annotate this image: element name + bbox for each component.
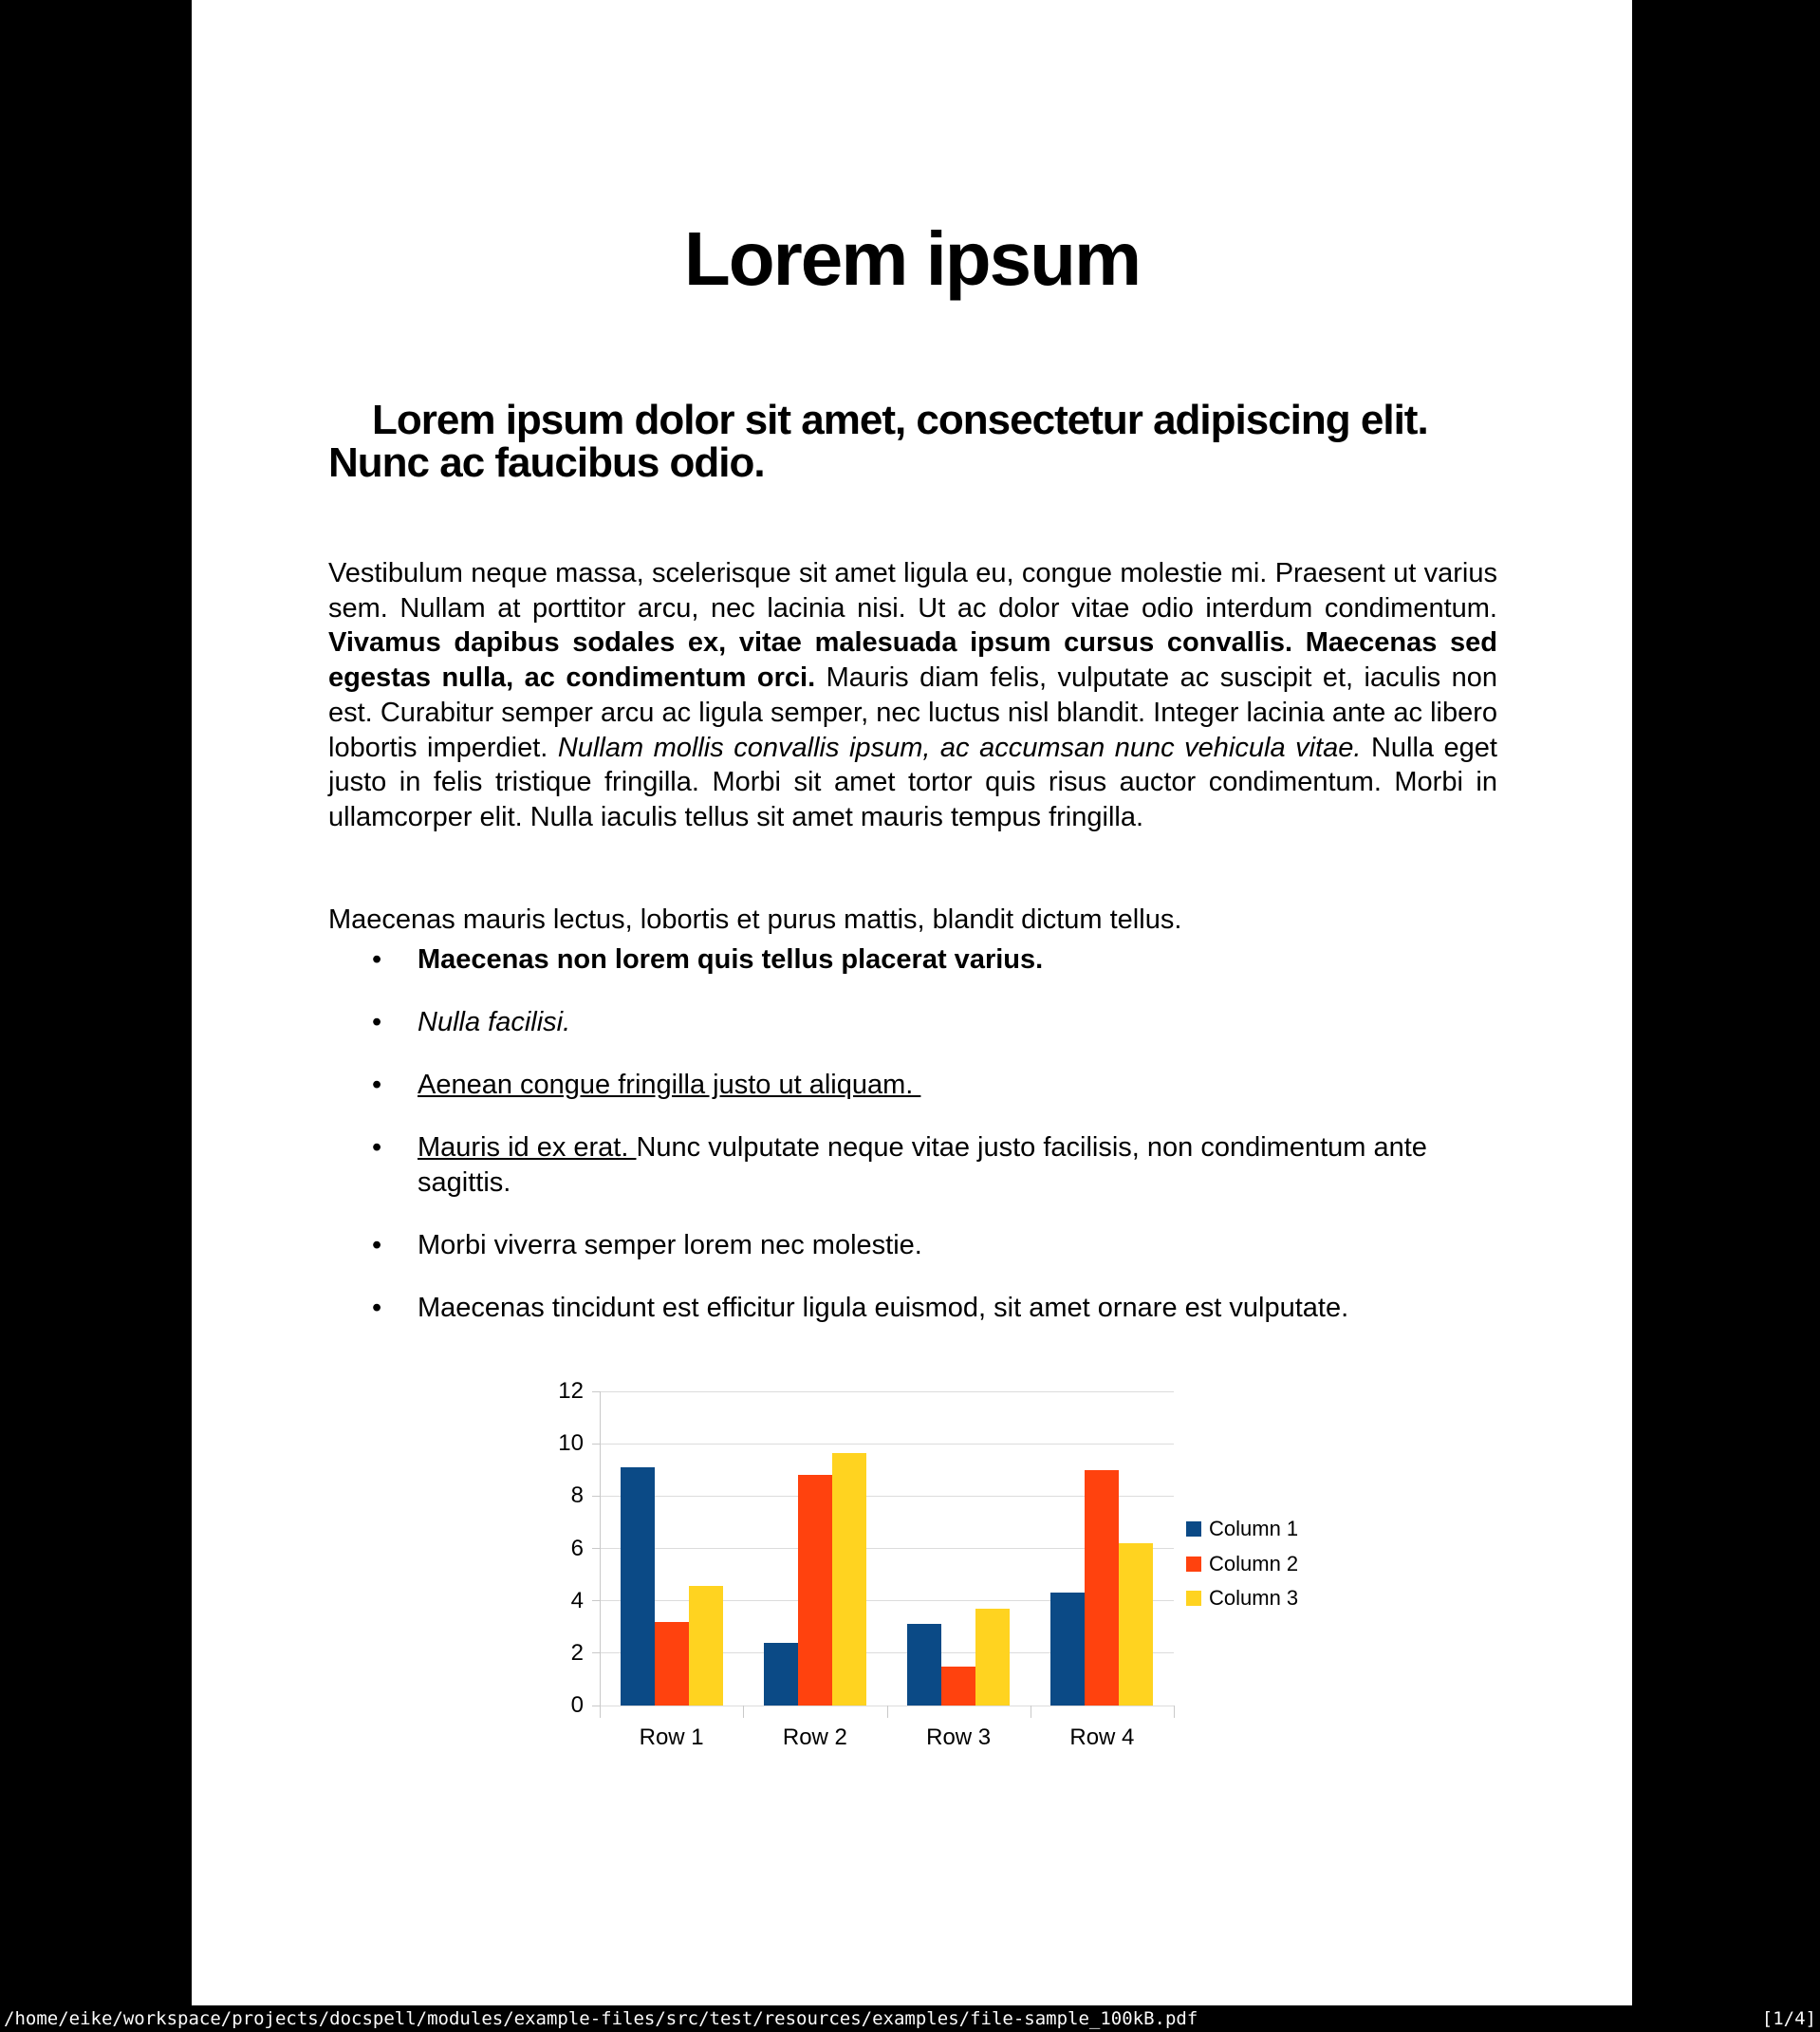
- body-paragraph: Maecenas mauris lectus, lobortis et purus mattis, blandit dictum tellus.: [328, 904, 1182, 935]
- legend-swatch-column1: [1186, 1521, 1201, 1537]
- text-run: Vestibulum neque massa, scelerisque sit amet ligula eu, congue molestie mi. Praesent ut varius sem. Nullam at porttitor arcu, nec lacinia nisi. Ut ac dolor vitae odio interdum condimentum.: [328, 558, 1506, 624]
- y-axis-tick-label: 12: [558, 1378, 584, 1404]
- text-run: Nulla eget justo in felis tristique fringilla. Morbi sit amet tortor quis risus auctor condimentum. Morbi in ullamcorper elit. Nulla iaculis tellus sit amet mauris tempus fringilla.: [328, 732, 1506, 832]
- x-axis-tick: [600, 1706, 601, 1718]
- bar-row1-column3: [689, 1586, 723, 1706]
- bar-row3-column3: [975, 1609, 1010, 1706]
- bar-row4-column1: [1050, 1593, 1085, 1706]
- text-run: Aenean congue fringilla justo ut aliquam.: [418, 1070, 921, 1100]
- x-axis-tick: [1174, 1706, 1175, 1718]
- legend-swatch-column3: [1186, 1591, 1201, 1606]
- text-run: Nunc vulputate neque vitae justo facilisis, non condimentum ante sagittis.: [418, 1132, 1435, 1198]
- bar-row2-column2: [798, 1475, 832, 1706]
- y-axis-tick-label: 0: [570, 1692, 584, 1718]
- bullet-icon: •: [372, 1070, 382, 1100]
- text-run: Vivamus dapibus sodales ex, vitae malesuada ipsum cursus convallis. Maecenas sed egestas nulla, ac condimentum orci.: [328, 627, 1497, 694]
- x-axis-tick: [743, 1706, 744, 1718]
- bar-row2-column1: [764, 1643, 798, 1706]
- bar-row1-column1: [621, 1467, 655, 1706]
- bar-row2-column3: [832, 1453, 866, 1706]
- y-axis-tick: [592, 1391, 600, 1392]
- y-axis-tick-label: 2: [570, 1639, 584, 1666]
- x-axis-category-label: Row 1: [639, 1724, 704, 1750]
- y-axis-tick-label: 6: [570, 1535, 584, 1561]
- legend-label: Column 3: [1209, 1586, 1299, 1610]
- bullet-icon: •: [372, 1007, 382, 1037]
- y-axis-tick: [592, 1600, 600, 1601]
- legend-label: Column 1: [1209, 1517, 1299, 1540]
- status-bar: [0, 2005, 1820, 2032]
- status-file-path: /home/eike/workspace/projects/docspell/modules/example-files/src/test/resources/examples/file-sample_100kB.pdf: [4, 2008, 1198, 2029]
- gridline: [600, 1391, 1174, 1392]
- bar-row3-column1: [907, 1624, 941, 1706]
- x-axis-category-label: Row 3: [926, 1724, 992, 1750]
- y-axis-tick: [592, 1496, 600, 1497]
- status-page-indicator: [1/4]: [1761, 2008, 1816, 2029]
- y-axis-tick-label: 10: [558, 1430, 584, 1457]
- text-run: Morbi viverra semper lorem nec molestie.: [418, 1230, 922, 1260]
- bullet-icon: •: [372, 1132, 382, 1163]
- text-run: Mauris diam felis, vulputate ac suscipit et, iaculis non est. Curabitur semper arcu ac ligula semper, nec luctus nisl blandit. Integer lacinia ante ac libero lobortis imperdiet.: [328, 662, 1506, 763]
- bar-row1-column2: [655, 1622, 689, 1706]
- y-axis-tick-label: 4: [570, 1587, 584, 1613]
- bar-row4-column3: [1119, 1543, 1153, 1706]
- document-title: Lorem ipsum: [683, 215, 1141, 301]
- y-axis-tick: [592, 1652, 600, 1653]
- text-run: Nulla facilisi.: [418, 1007, 571, 1037]
- y-axis-tick-label: 8: [570, 1482, 584, 1509]
- gridline: [600, 1444, 1174, 1445]
- legend-swatch-column2: [1186, 1557, 1201, 1572]
- text-run: Maecenas non lorem quis tellus placerat varius.: [418, 944, 1044, 975]
- bullet-icon: •: [372, 1293, 382, 1323]
- text-run: Maecenas tincidunt est efficitur ligula euismod, sit amet ornare est vulputate.: [418, 1293, 1349, 1323]
- bullet-icon: •: [372, 1230, 382, 1260]
- y-axis-line: [600, 1391, 601, 1706]
- document-subtitle: Lorem ipsum dolor sit amet, consectetur adipiscing elit. Nunc ac faucibus odio.: [328, 396, 1428, 486]
- x-axis-category-label: Row 4: [1069, 1724, 1135, 1750]
- x-axis-tick: [887, 1706, 888, 1718]
- legend-label: Column 2: [1209, 1551, 1299, 1575]
- text-run: Nullam mollis convallis ipsum, ac accumsan nunc vehicula vitae.: [557, 732, 1371, 763]
- bar-row3-column2: [941, 1667, 975, 1706]
- bar-row4-column2: [1085, 1470, 1119, 1706]
- y-axis-tick: [592, 1548, 600, 1549]
- bullet-icon: •: [372, 944, 382, 975]
- pdf-page: [192, 0, 1632, 2005]
- x-axis-category-label: Row 2: [782, 1724, 847, 1750]
- y-axis-tick: [592, 1444, 600, 1445]
- bar-chart: [192, 0, 1632, 2005]
- text-run: Mauris id ex erat.: [418, 1132, 637, 1163]
